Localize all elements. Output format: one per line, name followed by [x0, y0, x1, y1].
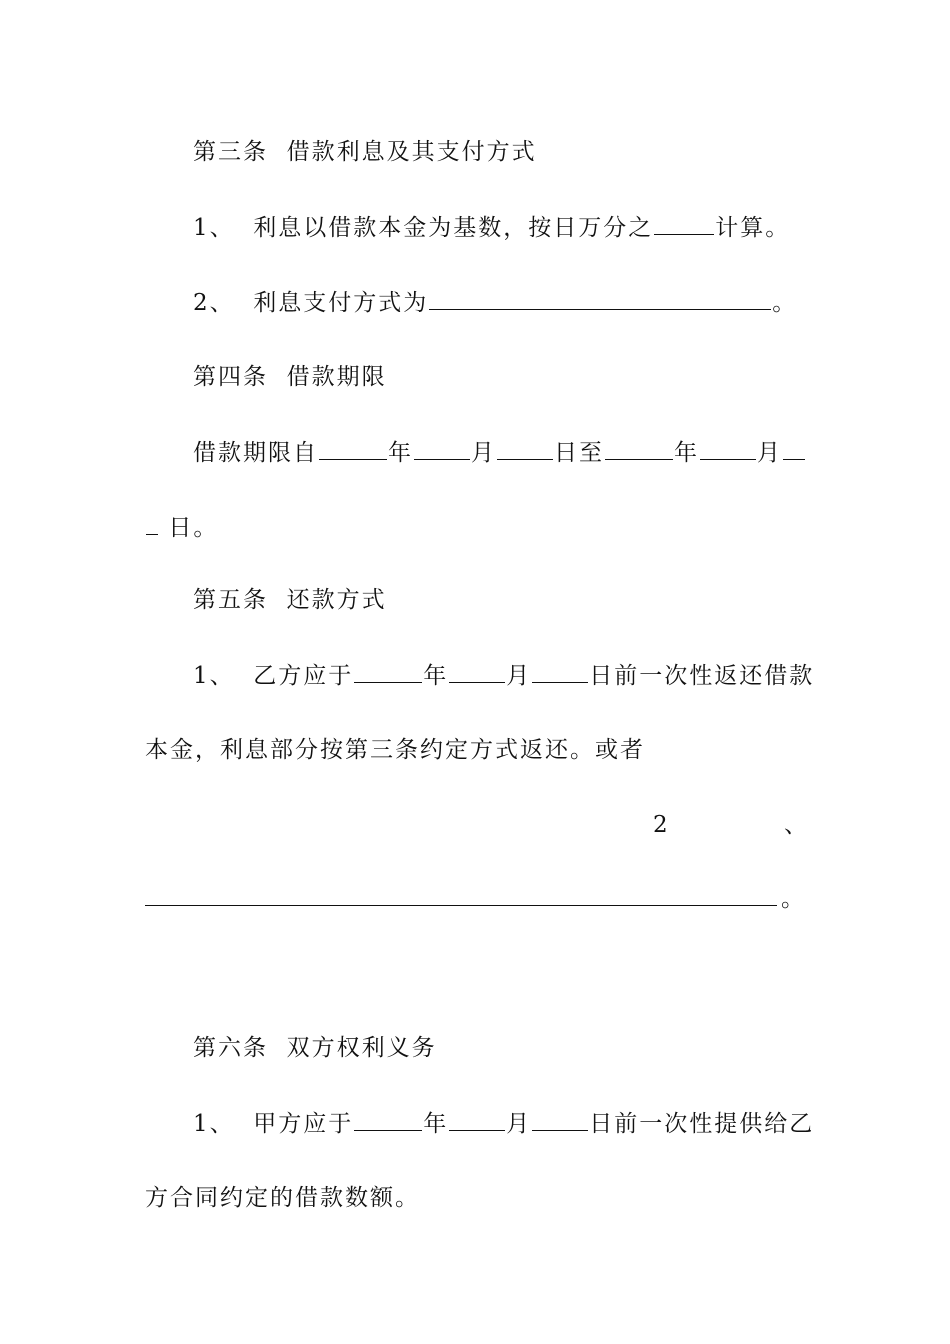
article-5-item-1-cont: 本金，利息部分按第三条约定方式返还。或者 [145, 737, 645, 763]
item-text: 甲方应于 [253, 1111, 354, 1137]
item-number: 1、 [193, 215, 235, 241]
article-3-item-2 [193, 287, 797, 318]
day-end-label: 日。 [168, 515, 219, 541]
item-text-end: 计算。 [715, 215, 791, 241]
item-text-end: 日前一次性返还借款 [589, 663, 815, 689]
blank-day-end-cont [146, 512, 158, 535]
blank-month [449, 1108, 505, 1131]
month-label: 月 [471, 440, 496, 466]
item-text: 乙方应于 [253, 663, 354, 689]
article-5-item-2-end: 。 [781, 886, 806, 912]
article-6-item-1 [193, 1108, 814, 1139]
blank-year [354, 660, 422, 683]
article-4-heading: 第四条 借款期限 [193, 364, 387, 390]
article-5-item-2-number: 2 [653, 812, 670, 838]
article-6-heading: 第六条 双方权利义务 [193, 1035, 437, 1061]
blank-month [449, 660, 505, 683]
article-5-item-1 [193, 660, 814, 691]
article-3-heading: 第三条 借款利息及其支付方式 [193, 139, 537, 165]
item-text: 利息以借款本金为基数，按日万分之 [253, 215, 654, 241]
article-4-term-line [193, 437, 806, 468]
month-label: 月 [757, 440, 782, 466]
blank-month-start [414, 437, 470, 460]
blank-year-start [319, 437, 387, 460]
term-text: 借款期限自 [193, 440, 318, 466]
blank-field-long [145, 905, 777, 906]
blank-day [532, 1108, 588, 1131]
blank-day-start [497, 437, 553, 460]
blank-day [532, 660, 588, 683]
blank-day-end [783, 437, 805, 460]
year-label: 年 [423, 1111, 449, 1137]
item-number: 2、 [193, 290, 235, 316]
year-label: 年 [388, 440, 413, 466]
item-text-end: 日前一次性提供给乙 [589, 1111, 815, 1137]
blank-field [429, 287, 771, 310]
item-text: 利息支付方式为 [253, 290, 429, 316]
day-to-label: 日至 [554, 440, 604, 466]
article-5-heading: 第五条 还款方式 [193, 587, 387, 613]
article-5-item-2-separator: 、 [784, 812, 809, 838]
blank-year [354, 1108, 422, 1131]
blank-month-end [700, 437, 756, 460]
blank-field [654, 212, 714, 235]
blank-year-end [605, 437, 673, 460]
item-number: 1、 [193, 1111, 235, 1137]
article-4-term-wrap [145, 512, 218, 543]
item-number: 1、 [193, 663, 235, 689]
item-text-end: 。 [772, 290, 798, 316]
article-3-item-1 [193, 212, 790, 243]
year-label: 年 [674, 440, 699, 466]
article-6-item-1-cont: 方合同约定的借款数额。 [145, 1185, 420, 1211]
month-label: 月 [506, 1111, 532, 1137]
year-label: 年 [423, 663, 449, 689]
month-label: 月 [506, 663, 532, 689]
